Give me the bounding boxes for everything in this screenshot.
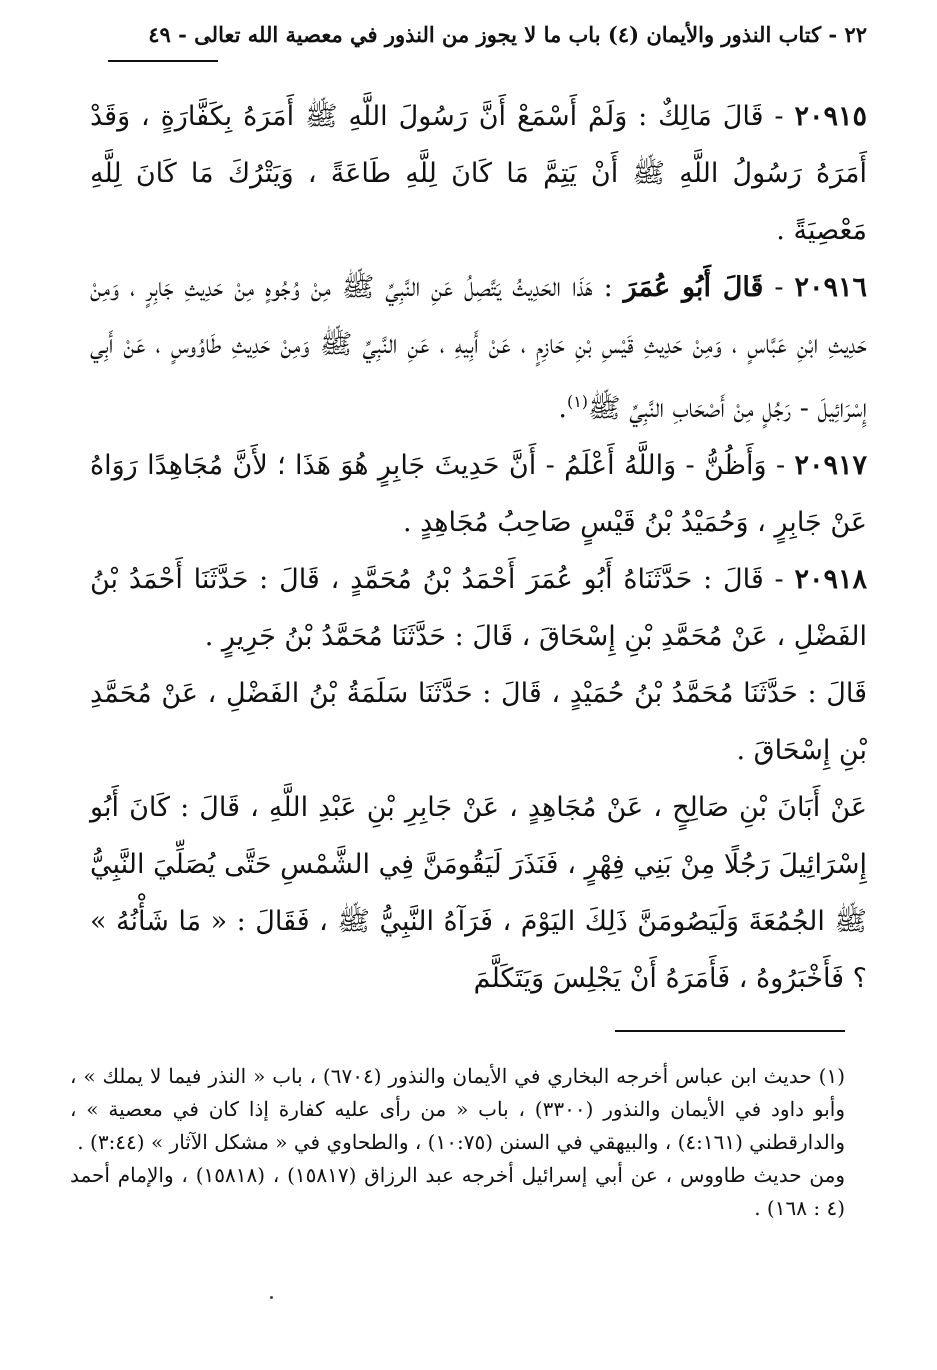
paragraph-text: : هَذَا الحَدِيثُ يَتَّصِلُ عَنِ النَّبِيِّ ﷺ مِنْ وُجُوهٍ مِنْ حَدِيثِ جَابِرٍ ، وَمِنْ حَدِيثِ ابْنِ عَبَّاسٍ ، وَمِنْ حَدِيثِ قَيْسِ بْنِ حَازِمٍ ، عَنْ أَبِيهِ ، عَنِ النَّبِيِّ ﷺ وَمِنْ حَدِيثِ طَاوُوسٍ ، عَنْ أَبِي إِسْرَائِيلَ - رَجُلٍ مِنْ أَصْحَابِ النَّبِيِّ ﷺ — [90, 272, 867, 424]
paragraph-text: وَأَظُنُّ - وَاللَّهُ أَعْلَمُ - أَنَّ حَدِيثَ جَابِرٍ هُوَ هَذَا ؛ لأَنَّ مُجَاهِدًا رَوَاهُ عَنْ جَابِرٍ ، وَحُمَيْدُ بْنُ قَيْسٍ صَاحِبُ مُجَاهِدٍ . — [90, 450, 867, 538]
paragraph-number: ٢٠٩١٧ — [794, 450, 867, 481]
running-title: ٢٢ - كتاب النذور والأيمان (٤) باب ما لا يجوز من النذور في معصية الله تعالى — [194, 22, 867, 47]
paragraph-20915: ٢٠٩١٥ - قَالَ مَالِكٌ : وَلَمْ أَسْمَعْ أَنَّ رَسُولَ اللَّهِ ﷺ أَمَرَهُ بِكَفَّارَةٍ ، وَقَدْ أَمَرَهُ رَسُولُ اللَّهِ ﷺ أَنْ يَتِمَّ مَا كَانَ لِلَّهِ طَاعَةً ، وَيَتْرُكَ مَا كَانَ لِلَّهِ مَعْصِيَةً . — [90, 101, 867, 246]
speaker-name: قَالَ أَبُو عُمَرَ — [623, 272, 764, 303]
footnote-separator — [615, 1030, 845, 1032]
footnote-1-continued: ومن حديث طاووس ، عن أبي إسرائيل أخرجه عبد الرزاق (١٥٨١٧) ، (١٥٨١٨) ، والإمام أحمد (٤ : ١٦٨) . — [70, 1163, 845, 1220]
isnad-line — [90, 665, 867, 779]
footnotes — [70, 1060, 845, 1225]
footnote-reference: (١) — [566, 392, 589, 411]
page-speck — [270, 1296, 273, 1299]
paragraph-20918: ٢٠٩١٨ - قَالَ : حَدَّثَنَاهُ أَبُو عُمَرَ أَحْمَدُ بْنُ مُحَمَّدٍ ، قَالَ : حَدَّثَنَا أَحْمَدُ بْنُ الفَضْلِ ، عَنْ مُحَمَّدِ بْنِ إِسْحَاقَ ، قَالَ : حَدَّثَنَا مُحَمَّدُ بْنُ جَرِيرٍ . — [90, 564, 867, 652]
paragraph-text: قَالَ : حَدَّثَنَاهُ أَبُو عُمَرَ أَحْمَدُ بْنُ مُحَمَّدٍ ، قَالَ : حَدَّثَنَا أَحْمَدُ بْنُ الفَضْلِ ، عَنْ مُحَمَّدِ بْنِ إِسْحَاقَ ، قَالَ : حَدَّثَنَا مُحَمَّدُ بْنُ جَرِيرٍ . — [90, 564, 867, 652]
main-text — [90, 88, 867, 1007]
running-header: ٢٢ - كتاب النذور والأيمان (٤) باب ما لا يجوز من النذور في معصية الله تعالى - ٤٩ — [148, 22, 867, 47]
paragraph-20916: ٢٠٩١٦ - قَالَ أَبُو عُمَرَ : هَذَا الحَدِيثُ يَتَّصِلُ عَنِ النَّبِيِّ ﷺ مِنْ وُجُوهٍ مِنْ حَدِيثِ جَابِرٍ ، وَمِنْ حَدِيثِ ابْنِ عَبَّاسٍ ، وَمِنْ حَدِيثِ قَيْسِ بْنِ حَازِمٍ ، عَنْ أَبِيهِ ، عَنِ النَّبِيِّ ﷺ وَمِنْ حَدِيثِ طَاوُوسٍ ، عَنْ أَبِي إِسْرَائِيلَ - رَجُلٍ مِنْ أَصْحَابِ النَّبِيِّ ﷺ$^{(١)}$. — [90, 272, 867, 424]
page-header — [108, 18, 867, 58]
paragraph-text: قَالَ : حَدَّثَنَا مُحَمَّدُ بْنُ حُمَيْدٍ ، قَالَ : حَدَّثَنَا سَلَمَةُ بْنُ الفَضْلِ ، عَنْ مُحَمَّدِ بْنِ إِسْحَاقَ . — [90, 678, 867, 766]
page-number: ٤٩ — [148, 22, 171, 47]
paragraph-number: ٢٠٩١٦ — [794, 272, 867, 303]
paragraph-number: ٢٠٩١٥ — [794, 101, 867, 132]
paragraph-text: عَنْ أَبَانَ بْنِ صَالِحٍ ، عَنْ مُجَاهِدٍ ، عَنْ جَابِرِ بْنِ عَبْدِ اللَّهِ ، قَالَ : كَانَ أَبُو إِسْرَائِيلَ رَجُلًا مِنْ بَنِي فِهْرٍ ، فَنَذَرَ لَيَقُومَنَّ فِي الشَّمْسِ حَتَّى يُصَلِّيَ النَّبِيُّ ﷺ الجُمُعَةَ وَلَيَصُومَنَّ ذَلِكَ اليَوْمَ ، فَرَآهُ النَّبِيُّ ﷺ ، فَقَالَ : « مَا شَأْنُهُ » ؟ فَأَخْبَرُوهُ ، فَأَمَرَهُ أَنْ يَجْلِسَ وَيَتَكَلَّمَ — [90, 792, 867, 994]
header-rule — [108, 60, 218, 62]
paragraph-20917: ٢٠٩١٧ - وَأَظُنُّ - وَاللَّهُ أَعْلَمُ - أَنَّ حَدِيثَ جَابِرٍ هُوَ هَذَا ؛ لأَنَّ مُجَاهِدًا رَوَاهُ عَنْ جَابِرٍ ، وَحُمَيْدُ بْنُ قَيْسٍ صَاحِبُ مُجَاهِدٍ . — [90, 450, 867, 538]
paragraph-number: ٢٠٩١٨ — [794, 564, 867, 595]
paragraph-text: قَالَ مَالِكٌ : وَلَمْ أَسْمَعْ أَنَّ رَسُولَ اللَّهِ ﷺ أَمَرَهُ بِكَفَّارَةٍ ، وَقَدْ أَمَرَهُ رَسُولُ اللَّهِ ﷺ أَنْ يَتِمَّ مَا كَانَ لِلَّهِ طَاعَةً ، وَيَتْرُكَ مَا كَانَ لِلَّهِ مَعْصِيَةً . — [90, 101, 867, 246]
hadith-text — [90, 779, 867, 1007]
footnote-1: (١) حديث ابن عباس أخرجه البخاري في الأيمان والنذور (٦٧٠٤) ، باب « النذر فيما لا يملك » ، وأبو داود في الأيمان والنذور (٣٣٠٠) ، باب « من رأى عليه كفارة إذا كان في معصية » ، والدارقطني (٤:١٦١) ، والبيهقي في السنن (١٠:٧٥) ، والطحاوي في « مشكل الآثار » (٣:٤٤) . — [70, 1064, 846, 1154]
